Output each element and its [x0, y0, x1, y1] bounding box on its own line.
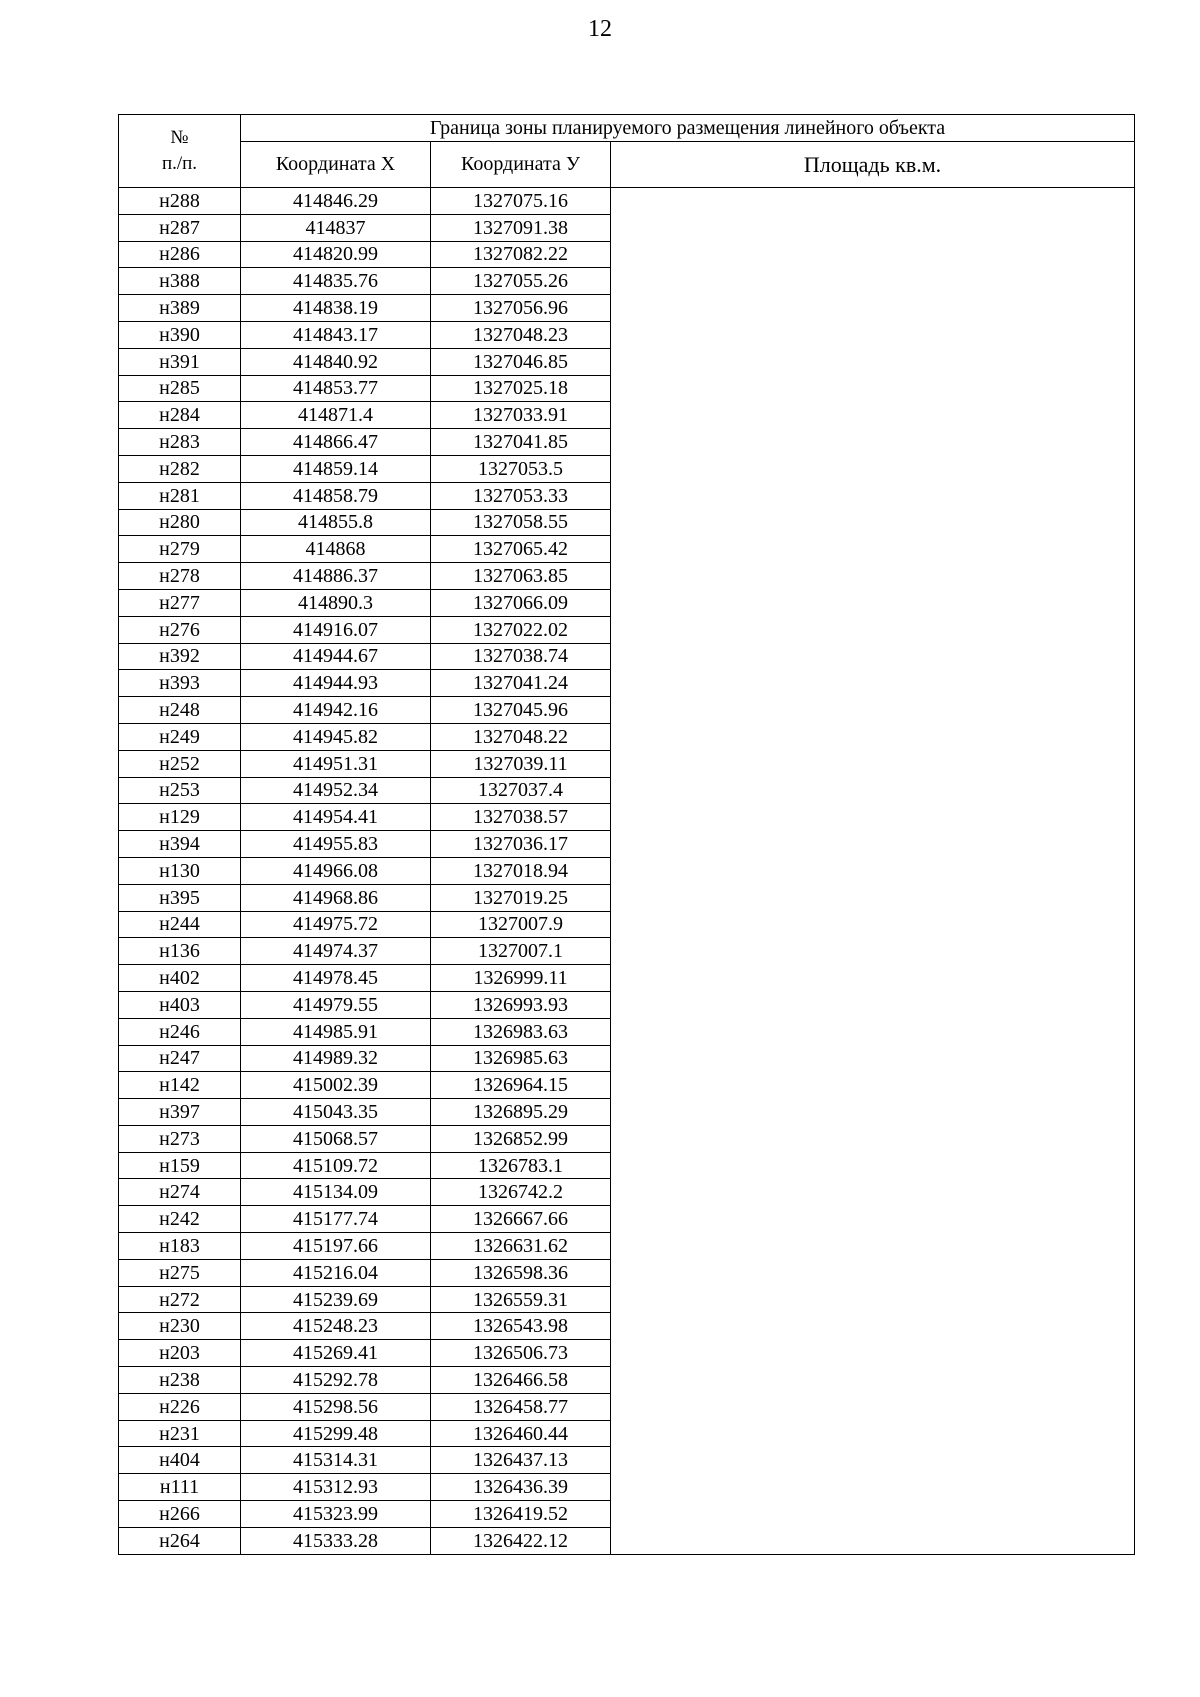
coordinate-y-cell: 1326667.66: [431, 1206, 611, 1233]
coordinate-x-cell: 414835.76: [241, 268, 431, 295]
coordinate-x-cell: 414868: [241, 536, 431, 563]
header-coordinate-x: Координата X: [241, 142, 431, 188]
coordinate-y-cell: 1327025.18: [431, 375, 611, 402]
point-id-cell: н278: [119, 563, 241, 590]
coordinate-x-cell: 415298.56: [241, 1393, 431, 1420]
coordinate-x-cell: 415197.66: [241, 1233, 431, 1260]
coordinate-x-cell: 415269.41: [241, 1340, 431, 1367]
coordinate-y-cell: 1327065.42: [431, 536, 611, 563]
coordinate-y-cell: 1327045.96: [431, 697, 611, 724]
coordinate-x-cell: 414945.82: [241, 723, 431, 750]
coordinate-x-cell: 415248.23: [241, 1313, 431, 1340]
point-id-cell: н388: [119, 268, 241, 295]
header-coordinate-y: Координата У: [431, 142, 611, 188]
point-id-cell: н203: [119, 1340, 241, 1367]
coordinate-y-cell: 1327022.02: [431, 616, 611, 643]
point-id-cell: н244: [119, 911, 241, 938]
coordinate-x-cell: 414843.17: [241, 321, 431, 348]
point-id-cell: н287: [119, 214, 241, 241]
coordinate-y-cell: 1326506.73: [431, 1340, 611, 1367]
point-id-cell: н249: [119, 723, 241, 750]
coordinate-y-cell: 1327039.11: [431, 750, 611, 777]
point-id-cell: н266: [119, 1501, 241, 1528]
coordinate-x-cell: 414968.86: [241, 884, 431, 911]
point-id-cell: н253: [119, 777, 241, 804]
coordinate-y-cell: 1327058.55: [431, 509, 611, 536]
coordinate-x-cell: 414858.79: [241, 482, 431, 509]
coordinate-y-cell: 1327041.24: [431, 670, 611, 697]
coordinate-y-cell: 1327075.16: [431, 188, 611, 215]
point-id-cell: н136: [119, 938, 241, 965]
coordinate-x-cell: 414954.41: [241, 804, 431, 831]
coordinate-x-cell: 414871.4: [241, 402, 431, 429]
point-id-cell: н288: [119, 188, 241, 215]
point-id-cell: н402: [119, 965, 241, 992]
coordinate-x-cell: 414886.37: [241, 563, 431, 590]
point-id-cell: н274: [119, 1179, 241, 1206]
coordinate-x-cell: 414846.29: [241, 188, 431, 215]
coordinate-x-cell: 414890.3: [241, 589, 431, 616]
coordinate-x-cell: 414838.19: [241, 295, 431, 322]
point-id-cell: н391: [119, 348, 241, 375]
area-cell: [611, 188, 1135, 1555]
point-id-cell: н246: [119, 1018, 241, 1045]
point-id-cell: н247: [119, 1045, 241, 1072]
coordinate-y-cell: 1327053.5: [431, 455, 611, 482]
coordinate-y-cell: 1326466.58: [431, 1367, 611, 1394]
point-id-cell: н230: [119, 1313, 241, 1340]
point-id-cell: н392: [119, 643, 241, 670]
point-id-cell: н390: [119, 321, 241, 348]
coordinate-y-cell: 1326852.99: [431, 1125, 611, 1152]
point-id-cell: н276: [119, 616, 241, 643]
coordinate-y-cell: 1327055.26: [431, 268, 611, 295]
point-id-cell: н231: [119, 1420, 241, 1447]
coordinate-x-cell: 414820.99: [241, 241, 431, 268]
point-id-cell: н226: [119, 1393, 241, 1420]
header-number-sign: №: [170, 127, 189, 148]
coordinates-table: [118, 114, 1135, 1555]
header-number-label: п./п.: [161, 153, 198, 174]
coordinate-x-cell: 414944.93: [241, 670, 431, 697]
point-id-cell: н389: [119, 295, 241, 322]
coordinate-x-cell: 414840.92: [241, 348, 431, 375]
table-row: [119, 188, 1135, 215]
coordinate-y-cell: 1326598.36: [431, 1259, 611, 1286]
point-id-cell: н404: [119, 1447, 241, 1474]
coordinate-y-cell: 1326631.62: [431, 1233, 611, 1260]
coordinate-y-cell: 1327038.74: [431, 643, 611, 670]
coordinate-y-cell: 1327041.85: [431, 429, 611, 456]
point-id-cell: н281: [119, 482, 241, 509]
coordinate-x-cell: 415312.93: [241, 1474, 431, 1501]
coordinate-x-cell: 415068.57: [241, 1125, 431, 1152]
coordinate-y-cell: 1326543.98: [431, 1313, 611, 1340]
coordinate-y-cell: 1327053.33: [431, 482, 611, 509]
coordinate-y-cell: 1327036.17: [431, 831, 611, 858]
point-id-cell: н285: [119, 375, 241, 402]
coordinate-y-cell: 1326458.77: [431, 1393, 611, 1420]
coordinate-y-cell: 1327082.22: [431, 241, 611, 268]
coordinate-x-cell: 414853.77: [241, 375, 431, 402]
coordinate-y-cell: 1327046.85: [431, 348, 611, 375]
coordinate-y-cell: 1327063.85: [431, 563, 611, 590]
coordinate-x-cell: 414974.37: [241, 938, 431, 965]
point-id-cell: н277: [119, 589, 241, 616]
point-id-cell: н286: [119, 241, 241, 268]
point-id-cell: н129: [119, 804, 241, 831]
coordinate-y-cell: 1327033.91: [431, 402, 611, 429]
coordinate-x-cell: 415216.04: [241, 1259, 431, 1286]
point-id-cell: н275: [119, 1259, 241, 1286]
point-id-cell: н142: [119, 1072, 241, 1099]
header-row-number: [119, 115, 241, 188]
coordinate-y-cell: 1326422.12: [431, 1527, 611, 1554]
coordinate-y-cell: 1326993.93: [431, 991, 611, 1018]
coordinate-x-cell: 414985.91: [241, 1018, 431, 1045]
coordinate-y-cell: 1327066.09: [431, 589, 611, 616]
coordinate-x-cell: 414951.31: [241, 750, 431, 777]
coordinate-x-cell: 414978.45: [241, 965, 431, 992]
coordinate-y-cell: 1326419.52: [431, 1501, 611, 1528]
coordinate-x-cell: 415239.69: [241, 1286, 431, 1313]
coordinate-y-cell: 1327038.57: [431, 804, 611, 831]
point-id-cell: н111: [119, 1474, 241, 1501]
coordinate-y-cell: 1327007.1: [431, 938, 611, 965]
point-id-cell: н403: [119, 991, 241, 1018]
coordinate-x-cell: 415333.28: [241, 1527, 431, 1554]
coordinate-x-cell: 414866.47: [241, 429, 431, 456]
point-id-cell: н242: [119, 1206, 241, 1233]
point-id-cell: н280: [119, 509, 241, 536]
coordinate-y-cell: 1327056.96: [431, 295, 611, 322]
coordinate-y-cell: 1326895.29: [431, 1099, 611, 1126]
coordinate-y-cell: 1326999.11: [431, 965, 611, 992]
point-id-cell: н264: [119, 1527, 241, 1554]
point-id-cell: н279: [119, 536, 241, 563]
point-id-cell: н159: [119, 1152, 241, 1179]
point-id-cell: н238: [119, 1367, 241, 1394]
coordinate-x-cell: 414952.34: [241, 777, 431, 804]
coordinate-x-cell: 415292.78: [241, 1367, 431, 1394]
coordinate-x-cell: 414979.55: [241, 991, 431, 1018]
point-id-cell: н283: [119, 429, 241, 456]
coordinate-y-cell: 1327018.94: [431, 857, 611, 884]
coordinate-y-cell: 1326964.15: [431, 1072, 611, 1099]
coordinate-y-cell: 1327048.23: [431, 321, 611, 348]
coordinate-x-cell: 415043.35: [241, 1099, 431, 1126]
coordinate-x-cell: 415314.31: [241, 1447, 431, 1474]
coordinate-y-cell: 1327048.22: [431, 723, 611, 750]
coordinate-x-cell: 415323.99: [241, 1501, 431, 1528]
coordinate-x-cell: 414966.08: [241, 857, 431, 884]
coordinate-y-cell: 1327037.4: [431, 777, 611, 804]
coordinate-x-cell: 414975.72: [241, 911, 431, 938]
point-id-cell: н397: [119, 1099, 241, 1126]
point-id-cell: н248: [119, 697, 241, 724]
coordinate-y-cell: 1326983.63: [431, 1018, 611, 1045]
header-area: Площадь кв.м.: [611, 142, 1135, 188]
coordinate-y-cell: 1326742.2: [431, 1179, 611, 1206]
point-id-cell: н394: [119, 831, 241, 858]
point-id-cell: н183: [119, 1233, 241, 1260]
coordinate-y-cell: 1326437.13: [431, 1447, 611, 1474]
coordinate-x-cell: 414944.67: [241, 643, 431, 670]
table-body: [119, 188, 1135, 1555]
coordinate-x-cell: 414837: [241, 214, 431, 241]
point-id-cell: н130: [119, 857, 241, 884]
coordinate-y-cell: 1327007.9: [431, 911, 611, 938]
coordinate-y-cell: 1326783.1: [431, 1152, 611, 1179]
coordinate-y-cell: 1327091.38: [431, 214, 611, 241]
header-group-title: Граница зоны планируемого размещения линейного объекта: [241, 115, 1135, 142]
point-id-cell: н395: [119, 884, 241, 911]
coordinate-y-cell: 1327019.25: [431, 884, 611, 911]
point-id-cell: н252: [119, 750, 241, 777]
coordinate-x-cell: 415109.72: [241, 1152, 431, 1179]
table-header: [119, 115, 1135, 188]
coordinate-x-cell: 414989.32: [241, 1045, 431, 1072]
coordinate-y-cell: 1326436.39: [431, 1474, 611, 1501]
coordinate-y-cell: 1326985.63: [431, 1045, 611, 1072]
coordinate-x-cell: 415299.48: [241, 1420, 431, 1447]
point-id-cell: н273: [119, 1125, 241, 1152]
coordinate-x-cell: 415002.39: [241, 1072, 431, 1099]
point-id-cell: н284: [119, 402, 241, 429]
coordinate-x-cell: 414942.16: [241, 697, 431, 724]
coordinate-y-cell: 1326460.44: [431, 1420, 611, 1447]
coordinate-x-cell: 414916.07: [241, 616, 431, 643]
page-number: 12: [588, 16, 612, 42]
point-id-cell: н393: [119, 670, 241, 697]
coordinate-x-cell: 415177.74: [241, 1206, 431, 1233]
point-id-cell: н282: [119, 455, 241, 482]
coordinate-x-cell: 414855.8: [241, 509, 431, 536]
coordinate-x-cell: 414955.83: [241, 831, 431, 858]
coordinate-x-cell: 414859.14: [241, 455, 431, 482]
coordinate-x-cell: 415134.09: [241, 1179, 431, 1206]
point-id-cell: н272: [119, 1286, 241, 1313]
coordinate-y-cell: 1326559.31: [431, 1286, 611, 1313]
